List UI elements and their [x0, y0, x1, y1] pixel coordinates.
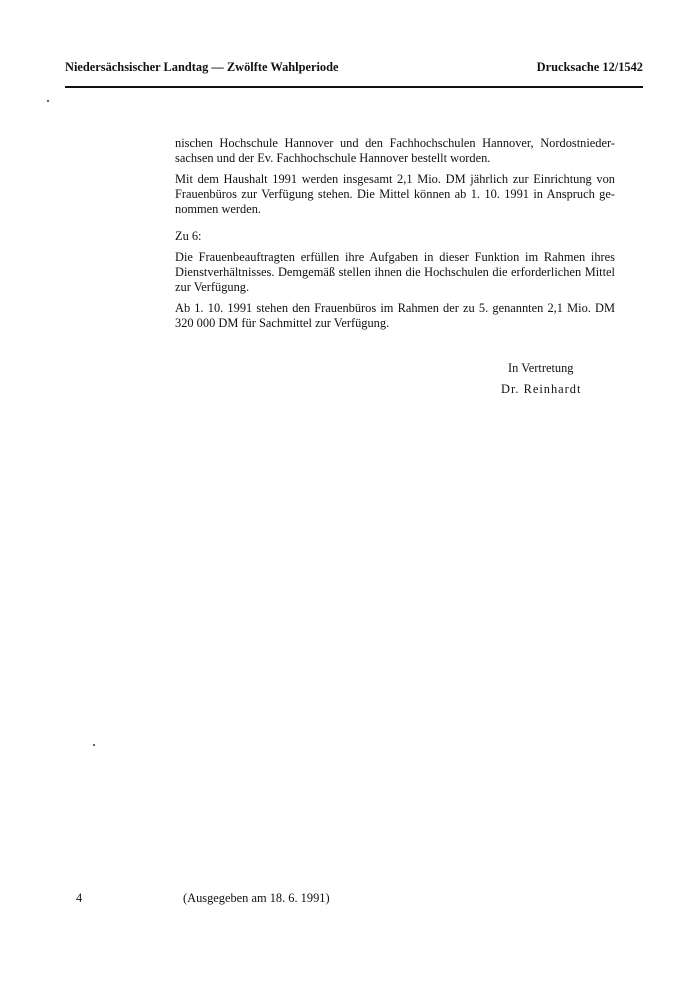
scan-speck: [93, 744, 95, 746]
body-text: [175, 136, 615, 331]
paragraph: [175, 301, 615, 331]
paragraph: [175, 250, 615, 295]
text-line: nischen Hochschule Hannover und den Fachhochschulen Hannover, Nordostnieder-: [175, 136, 615, 150]
header-rule: [65, 86, 643, 88]
text-line: Frauenbüros zur Verfügung stehen. Die Mittel können ab 1. 10. 1991 in Anspruch ge-: [175, 187, 615, 201]
text-line: Dienstverhältnisses. Demgemäß stellen ihnen die Hochschulen die erforderlichen Mittel: [175, 265, 615, 279]
header-title: Niedersächsischer Landtag — Zwölfte Wahlperiode: [65, 60, 339, 74]
text-line: sachsen und der Ev. Fachhochschule Hannover bestellt worden.: [175, 151, 491, 165]
text-line: Die Frauenbeauftragten erfüllen ihre Aufgaben in dieser Funktion im Rahmen ihres: [175, 250, 615, 264]
signature-name: Dr. Reinhardt: [501, 382, 582, 396]
section-heading: Zu 6:: [175, 229, 202, 243]
issue-date: (Ausgegeben am 18. 6. 1991): [183, 891, 330, 905]
scan-speck: [47, 100, 49, 102]
document-number: Drucksache 12/1542: [536, 60, 643, 74]
paragraph: [175, 172, 615, 217]
text-line: 320 000 DM für Sachmittel zur Verfügung.: [175, 316, 390, 330]
text-line: Ab 1. 10. 1991 stehen den Frauenbüros im Rahmen der zu 5. genannten 2,1 Mio. DM: [175, 301, 615, 315]
paragraph: [175, 136, 615, 166]
text-line: Mit dem Haushalt 1991 werden insgesamt 2,1 Mio. DM jährlich zur Einrichtung von: [175, 172, 615, 186]
page-number: 4: [76, 891, 83, 905]
signature-line-1: In Vertretung: [508, 361, 574, 375]
text-line: nommen werden.: [175, 202, 262, 216]
text-line: zur Verfügung.: [175, 280, 250, 294]
